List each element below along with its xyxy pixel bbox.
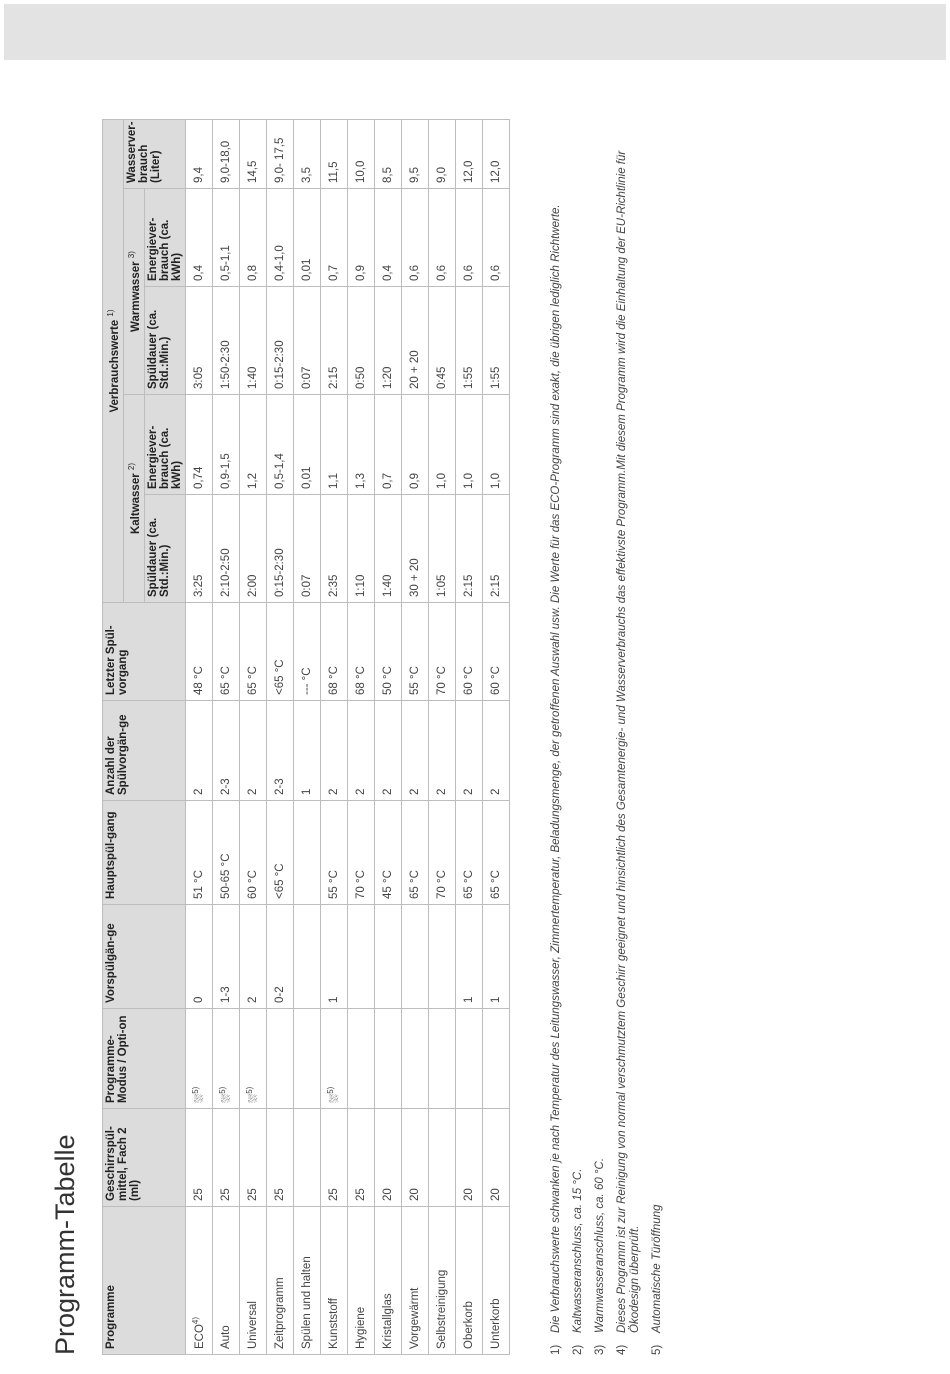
- cell-haupt: 65 °C: [482, 801, 509, 905]
- program-name-cell: [212, 1207, 239, 1355]
- mode-cell: [293, 1009, 320, 1109]
- header-programme: Programme: [103, 1207, 186, 1355]
- cell-k-dauer: 30 + 20: [401, 495, 428, 603]
- cell-w-dauer: 1:55: [455, 287, 482, 395]
- table-row: [293, 119, 320, 1354]
- cell-k-energie: 0,01: [293, 395, 320, 495]
- cell-w-energie: 0,7: [320, 189, 347, 287]
- cell-k-energie: 0,5-1,4: [266, 395, 293, 495]
- cell-w-dauer: 2:15: [320, 287, 347, 395]
- cell-k-energie: 1,1: [320, 395, 347, 495]
- cell-vor: 1: [455, 905, 482, 1009]
- cell-w-energie: 0,6: [455, 189, 482, 287]
- cell-anzahl: 2: [320, 701, 347, 801]
- cell-haupt: 50-65 °C: [212, 801, 239, 905]
- program-note: 4): [191, 1316, 201, 1325]
- cell-w-dauer: 0:45: [428, 287, 455, 395]
- footnotes: [550, 120, 673, 1355]
- program-table: [102, 119, 510, 1355]
- cell-ml: [293, 1109, 320, 1207]
- mode-cell: [347, 1009, 374, 1109]
- auto-door-open-icon: ⛆: [220, 1093, 233, 1103]
- header-kaltwasser: [123, 395, 144, 603]
- cell-wasser: 10,0: [347, 119, 374, 188]
- footnote-text: Dieses Programm ist zur Reinigung von normal verschmutztem Geschirr geeignet und hinsichtlich des Gesamtenergie- und Wasserverbrauchs das effektivste Programm.Mit diesem Programm wird die Einhaltung der EU-Richtlinie für Ökodesign überprüft.: [616, 150, 641, 1333]
- cell-w-energie: 0,9: [347, 189, 374, 287]
- cell-anzahl: 2: [482, 701, 509, 801]
- footnote: [594, 120, 607, 1355]
- footnote: [550, 120, 563, 1355]
- cell-vor: [293, 905, 320, 1009]
- cell-ml: 25: [320, 1109, 347, 1207]
- program-name-cell: [401, 1207, 428, 1355]
- table-row: [401, 119, 428, 1354]
- mode-cell: [185, 1009, 212, 1109]
- mode-cell: [482, 1009, 509, 1109]
- footnote: [616, 120, 642, 1355]
- cell-letzter: 55 °C: [401, 603, 428, 701]
- cell-vor: 1: [482, 905, 509, 1009]
- table-row: [428, 119, 455, 1354]
- cell-vor: [401, 905, 428, 1009]
- footnote-number: 2): [572, 1344, 584, 1355]
- cell-vor: [374, 905, 401, 1009]
- cell-w-energie: 0,4: [374, 189, 401, 287]
- cell-vor: [428, 905, 455, 1009]
- cell-haupt: [293, 801, 320, 905]
- cell-w-energie: 0,01: [293, 189, 320, 287]
- cell-haupt: 55 °C: [320, 801, 347, 905]
- cell-k-energie: 0,9-1,5: [212, 395, 239, 495]
- program-name-cell: [374, 1207, 401, 1355]
- cell-letzter: 68 °C: [347, 603, 374, 701]
- program-name: Selbstreinigung: [435, 1269, 448, 1349]
- table-row: [374, 119, 401, 1354]
- cell-wasser: 9,4: [185, 119, 212, 188]
- header-w-energie: Energiever-brauch (ca. kWh): [144, 189, 185, 287]
- cell-vor: 0: [185, 905, 212, 1009]
- program-name: Zeitprogramm: [273, 1277, 286, 1349]
- auto-door-open-icon: ⛆: [328, 1093, 341, 1103]
- cell-wasser: 11,5: [320, 119, 347, 188]
- program-name-cell: [482, 1207, 509, 1355]
- footnote-number: 4): [616, 1344, 628, 1355]
- table-row: [347, 119, 374, 1354]
- program-name: Oberkorb: [462, 1301, 475, 1349]
- cell-wasser: 9,5: [401, 119, 428, 188]
- cell-vor: 0-2: [266, 905, 293, 1009]
- cell-haupt: 45 °C: [374, 801, 401, 905]
- cell-haupt: 65 °C: [455, 801, 482, 905]
- cell-ml: 25: [239, 1109, 266, 1207]
- cell-k-dauer: 1:05: [428, 495, 455, 603]
- cell-k-dauer: 2:15: [455, 495, 482, 603]
- cell-k-dauer: 1:10: [347, 495, 374, 603]
- cell-anzahl: 2-3: [266, 701, 293, 801]
- program-name: Spülen und halten: [300, 1256, 313, 1349]
- program-name: Universal: [246, 1301, 259, 1349]
- header-modus: Programme-Modus / Opti-on: [103, 1009, 186, 1109]
- cell-w-energie: 0,6: [482, 189, 509, 287]
- mode-cell: [239, 1009, 266, 1109]
- cell-anzahl: 2: [455, 701, 482, 801]
- header-w-spueldauer: Spüldauer (ca. Std.:Min.): [144, 287, 185, 395]
- rotated-page: [50, 115, 950, 1355]
- cell-haupt: <65 °C: [266, 801, 293, 905]
- cell-w-dauer: 1:50-2:30: [212, 287, 239, 395]
- cell-ml: [428, 1109, 455, 1207]
- program-name: Vorgewärmt: [408, 1287, 421, 1349]
- cell-letzter: 70 °C: [428, 603, 455, 701]
- cell-anzahl: 1: [293, 701, 320, 801]
- header-hauptspuel: Hauptspül-gang: [103, 801, 186, 905]
- mode-cell: [320, 1009, 347, 1109]
- cell-w-energie: 0,6: [428, 189, 455, 287]
- cell-k-energie: 0,74: [185, 395, 212, 495]
- cell-k-dauer: 0:07: [293, 495, 320, 603]
- cell-haupt: 60 °C: [239, 801, 266, 905]
- kaltwasser-label: Kaltwasser: [129, 473, 142, 535]
- cell-anzahl: 2: [428, 701, 455, 801]
- table-row: [266, 119, 293, 1354]
- mode-cell: [266, 1009, 293, 1109]
- program-name-cell: [320, 1207, 347, 1355]
- mode-cell: [374, 1009, 401, 1109]
- cell-ml: 20: [455, 1109, 482, 1207]
- program-name: Unterkorb: [489, 1298, 502, 1349]
- cell-wasser: 8,5: [374, 119, 401, 188]
- header-wasser: Wasserver-brauch (Liter): [123, 119, 185, 188]
- cell-k-energie: 1,0: [482, 395, 509, 495]
- cell-letzter: <65 °C: [266, 603, 293, 701]
- cell-w-dauer: 1:20: [374, 287, 401, 395]
- cell-vor: 2: [239, 905, 266, 1009]
- cell-letzter: 65 °C: [239, 603, 266, 701]
- header-k-energie: Energiever-brauch (ca. kWh): [144, 395, 185, 495]
- footnote-text: Kaltwasseranschluss, ca. 15 °C.: [572, 1168, 584, 1333]
- cell-letzter: 65 °C: [212, 603, 239, 701]
- cell-wasser: 9,0- 17,5: [266, 119, 293, 188]
- cell-ml: 25: [266, 1109, 293, 1207]
- cell-wasser: 14,5: [239, 119, 266, 188]
- program-name: ECO: [194, 1324, 207, 1349]
- cell-letzter: 68 °C: [320, 603, 347, 701]
- cell-anzahl: 2: [347, 701, 374, 801]
- footnote-number: 1): [550, 1344, 562, 1355]
- mode-note: 5): [190, 1086, 200, 1094]
- cell-anzahl: 2: [401, 701, 428, 801]
- cell-k-energie: 1,3: [347, 395, 374, 495]
- program-name-cell: [428, 1207, 455, 1355]
- cell-wasser: 3,5: [293, 119, 320, 188]
- cell-k-energie: 0,7: [374, 395, 401, 495]
- cell-k-energie: 1,0: [455, 395, 482, 495]
- cell-haupt: 70 °C: [428, 801, 455, 905]
- cell-w-energie: 0,8: [239, 189, 266, 287]
- cell-k-energie: 1,0: [428, 395, 455, 495]
- mode-note: 5): [244, 1086, 254, 1094]
- cell-vor: 1: [320, 905, 347, 1009]
- cell-wasser: 12,0: [455, 119, 482, 188]
- header-letzter: Letzter Spül-vorgang: [103, 603, 186, 701]
- page-title: Programm-Tabelle: [50, 1134, 80, 1355]
- cell-letzter: 60 °C: [455, 603, 482, 701]
- kaltwasser-note: 2): [126, 462, 136, 471]
- cell-k-dauer: 2:00: [239, 495, 266, 603]
- cell-anzahl: 2: [185, 701, 212, 801]
- header-row-1: [103, 119, 124, 1354]
- mode-cell: [212, 1009, 239, 1109]
- header-warmwasser: [123, 189, 144, 395]
- verbrauchswerte-label: Verbrauchswerte: [108, 319, 121, 413]
- cell-anzahl: 2-3: [212, 701, 239, 801]
- table-row: [320, 119, 347, 1354]
- cell-letzter: --- °C: [293, 603, 320, 701]
- mode-cell: [455, 1009, 482, 1109]
- cell-k-energie: 0,9: [401, 395, 428, 495]
- program-name-cell: [239, 1207, 266, 1355]
- cell-ml: 25: [185, 1109, 212, 1207]
- footnote: [572, 120, 585, 1355]
- cell-w-energie: 0,6: [401, 189, 428, 287]
- header-k-spueldauer: Spüldauer (ca. Std.:Min.): [144, 495, 185, 603]
- cell-wasser: 9,0: [428, 119, 455, 188]
- cell-k-energie: 1,2: [239, 395, 266, 495]
- verbrauchswerte-note: 1): [106, 309, 115, 317]
- header-anzahl: Anzahl der Spülvorgän-ge: [103, 701, 186, 801]
- footnote-text: Automatische Türöffnung: [651, 1204, 663, 1333]
- cell-haupt: 65 °C: [401, 801, 428, 905]
- cell-w-dauer: 20 + 20: [401, 287, 428, 395]
- program-name-cell: [293, 1207, 320, 1355]
- cell-w-dauer: 1:40: [239, 287, 266, 395]
- table-row: [185, 119, 212, 1354]
- program-name-cell: [185, 1207, 212, 1355]
- footnote-text: Die Verbrauchswerte schwanken je nach Temperatur des Leitungswasser, Zimmertemperatur, Beladungsmenge, der getroffenen Auswahl usw. Die Werte für das ECO-Programm sind exakt, die übrigen lediglich Richtwerte.: [550, 204, 562, 1333]
- program-name: Kunststoff: [327, 1298, 340, 1349]
- cell-w-dauer: 0:07: [293, 287, 320, 395]
- cell-wasser: 9,0-18,0: [212, 119, 239, 188]
- cell-ml: 25: [347, 1109, 374, 1207]
- table-row: [455, 119, 482, 1354]
- cell-k-dauer: 3:25: [185, 495, 212, 603]
- auto-door-open-icon: ⛆: [193, 1093, 206, 1103]
- cell-ml: 20: [401, 1109, 428, 1207]
- cell-anzahl: 2: [239, 701, 266, 801]
- table-row: [482, 119, 509, 1354]
- program-name-cell: [266, 1207, 293, 1355]
- cell-ml: 20: [482, 1109, 509, 1207]
- cell-haupt: 70 °C: [347, 801, 374, 905]
- program-name: Hygiene: [354, 1306, 367, 1349]
- cell-w-dauer: 0:15-2:30: [266, 287, 293, 395]
- header-verbrauchswerte: [103, 119, 124, 602]
- cell-k-dauer: 2:15: [482, 495, 509, 603]
- footnote-number: 5): [651, 1344, 663, 1355]
- auto-door-open-icon: ⛆: [247, 1093, 260, 1103]
- cell-ml: 25: [212, 1109, 239, 1207]
- cell-w-dauer: 0:50: [347, 287, 374, 395]
- footnote: [651, 120, 664, 1355]
- cell-k-dauer: 0:15-2:30: [266, 495, 293, 603]
- mode-note: 5): [325, 1086, 335, 1094]
- header-vorspuel: Vorspülgän-ge: [103, 905, 186, 1009]
- cell-letzter: 48 °C: [185, 603, 212, 701]
- cell-anzahl: 2: [374, 701, 401, 801]
- cell-w-dauer: 1:55: [482, 287, 509, 395]
- cell-w-dauer: 3:05: [185, 287, 212, 395]
- footnote-text: Warmwasseranschluss, ca. 60 °C.: [594, 1157, 606, 1333]
- cell-vor: [347, 905, 374, 1009]
- cell-k-dauer: 1:40: [374, 495, 401, 603]
- program-name: Kristallglas: [381, 1293, 394, 1349]
- cell-haupt: 51 °C: [185, 801, 212, 905]
- table-body: [185, 119, 509, 1354]
- table-row: [239, 119, 266, 1354]
- cell-letzter: 50 °C: [374, 603, 401, 701]
- top-bar: [4, 4, 946, 60]
- cell-w-energie: 0,5-1,1: [212, 189, 239, 287]
- cell-vor: 1-3: [212, 905, 239, 1009]
- program-name-cell: [347, 1207, 374, 1355]
- warmwasser-note: 3): [126, 251, 136, 259]
- footnote-number: 3): [594, 1344, 606, 1355]
- mode-cell: [428, 1009, 455, 1109]
- cell-letzter: 60 °C: [482, 603, 509, 701]
- program-name: Auto: [219, 1325, 232, 1349]
- cell-ml: 20: [374, 1109, 401, 1207]
- cell-w-energie: 0,4: [185, 189, 212, 287]
- mode-note: 5): [217, 1086, 227, 1094]
- program-name-cell: [455, 1207, 482, 1355]
- cell-w-energie: 0,4-1,0: [266, 189, 293, 287]
- table-row: [212, 119, 239, 1354]
- cell-wasser: 12,0: [482, 119, 509, 188]
- cell-k-dauer: 2:10-2:50: [212, 495, 239, 603]
- cell-k-dauer: 2:35: [320, 495, 347, 603]
- warmwasser-label: Warmwasser: [129, 261, 142, 332]
- mode-cell: [401, 1009, 428, 1109]
- header-geschirrspuelmittel: Geschirrspül-mittel, Fach 2 (ml): [103, 1109, 186, 1207]
